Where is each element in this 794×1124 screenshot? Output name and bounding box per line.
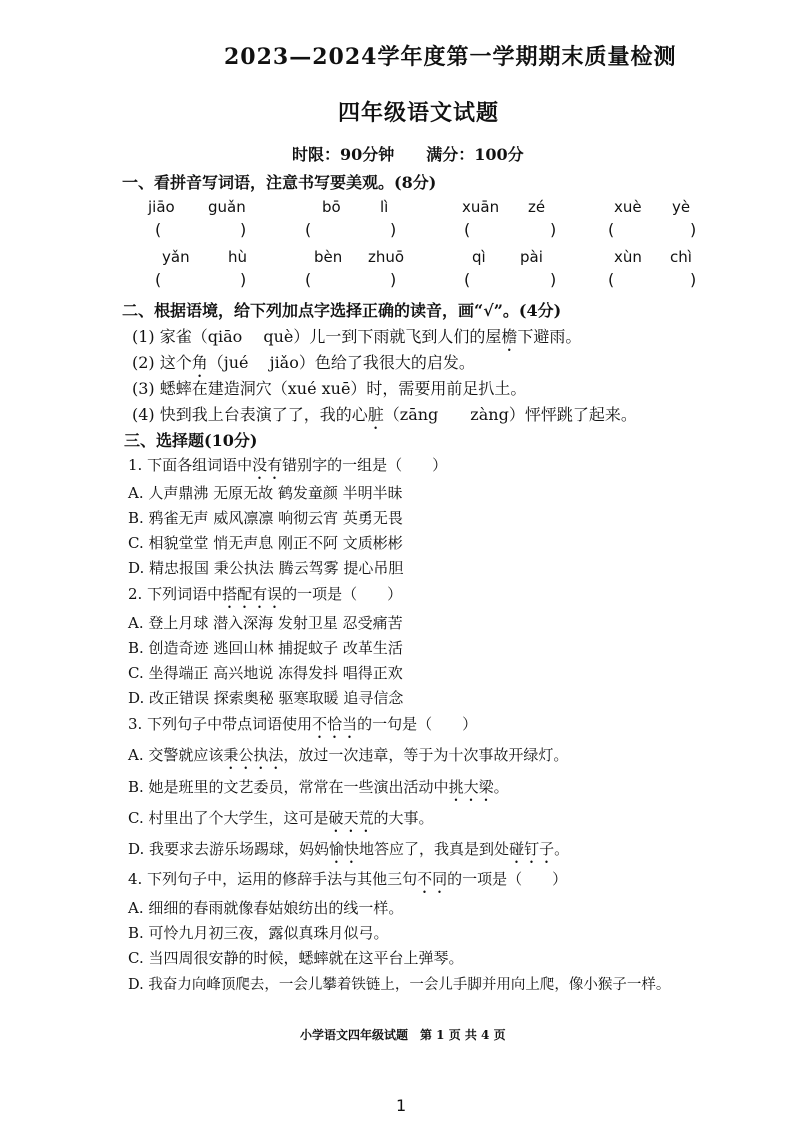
option-text: B. 她是班里的文艺委员，常常在一些演出活动中 [128,778,449,796]
pinyin: xùn [614,248,642,266]
dotted-word: 愉快 [329,840,360,858]
dotted-char: 角 [191,353,208,372]
sentence-text: （zāng zàng）怦怦跳了起来。 [383,405,637,424]
option-text: A. 交警就应该 [128,746,224,764]
pinyin: yǎn [162,248,190,266]
pinyin: pài [520,248,543,266]
dotted-word: 破天荒 [328,809,374,827]
pinyin: xuān [462,198,500,216]
bracket-open: ( [608,270,615,289]
question-text: 的一项是（ ） [282,585,403,603]
option-text: D. 我要求去游乐场踢球，妈妈 [128,840,330,858]
sentence-text: 下避雨。 [517,327,582,346]
bracket-open: ( [305,270,312,289]
option [128,776,509,805]
dotted-char: 脏 [367,405,384,424]
pinyin: xuè [614,198,642,216]
bracket-close: ) [390,270,397,289]
q2-sentence-3 [132,376,526,399]
q3-item-3 [128,713,477,742]
option: A. 人声鼎沸 无原无故 鹤发童颜 半明半昧 [128,484,403,502]
bracket-close: ) [550,220,557,239]
bracket-close: ) [240,220,247,239]
option: B. 鸦雀无声 威风凛凛 响彻云宵 英勇无畏 [128,509,403,527]
q3-item-1 [128,454,447,483]
question-text: 的一句是（ ） [357,715,478,733]
pinyin: qì [472,248,486,266]
question-text: 2. 下列词语中 [128,585,223,603]
dotted-word: 挑大梁 [448,778,494,796]
question-text: 4. 下列句子中，运用的修辞手法与其他三句 [128,870,418,888]
option: C. 坐得端正 高兴地说 冻得发抖 唱得正欢 [128,664,403,682]
exam-title: 2023—2024学年度第一学期期末质量检测 [224,44,677,70]
option [128,807,434,836]
option-text: 。 [554,840,570,858]
emphasis-text: 不恰当 [312,715,358,733]
option: D. 精忠报国 秉公执法 腾云驾雾 提心吊胆 [128,559,404,577]
pinyin: chì [670,248,692,266]
q3-item-2 [128,583,402,612]
bracket-open: ( [155,220,162,239]
option: D. 改正错误 探索奥秘 驱寒取暖 追寻信念 [128,689,404,707]
bracket-close: ) [550,270,557,289]
bracket-open: ( [155,270,162,289]
sentence-text: （jué jiǎo）色给了我很大的启发。 [207,353,475,372]
question-text: 错别字的一组是（ ） [282,456,448,474]
option: D. 我奋力向峰顶爬去，一会儿攀着铁链上，一会儿手脚并用向上爬，像小猴子一样。 [128,977,671,993]
pinyin: hù [228,248,248,266]
option: C. 当四周很安静的时候，蟋蟀就在这平台上弹琴。 [128,949,464,967]
bracket-close: ) [240,270,247,289]
option [128,838,569,867]
bracket-open: ( [608,220,615,239]
option: B. 可怜九月初三夜，露似真珠月似弓。 [128,924,389,942]
bracket-open: ( [464,270,471,289]
exam-info: 时限：90分钟 满分：100分 [292,145,524,164]
pinyin: lì [380,198,389,216]
bracket-close: ) [690,220,697,239]
pinyin: jiāo [148,198,175,216]
question-text: 1. 下面各组词语中 [128,456,253,474]
option-text: C. 村里出了个大学生，这可是 [128,809,329,827]
pinyin: bèn [314,248,343,266]
bracket-open: ( [305,220,312,239]
bracket-close: ) [690,270,697,289]
option-text: 的大事。 [373,809,434,827]
sentence-text: (1) 家雀（qiāo què）儿一到下雨就飞到人们的屋 [132,327,502,346]
page-number: 1 [396,1096,407,1115]
emphasis-text: 搭配有误 [222,585,283,603]
pinyin: bō [322,198,341,216]
option-text: 。 [493,778,509,796]
section-2-heading: 二、根据语境，给下列加点字选择正确的读音，画“√”。(4分) [122,301,562,320]
option-text: ，放过一次违章，等于为十次事故开绿灯。 [283,746,569,764]
pinyin: zé [528,198,546,216]
pinyin: zhuō [368,248,405,266]
page-footer: 小学语文四年级试题 第 1 页 共 4 页 [300,1028,506,1042]
emphasis-text: 没有 [252,456,283,474]
option: C. 相貌堂堂 悄无声息 刚正不阿 文质彬彬 [128,534,403,552]
option: B. 创造奇迹 逃回山林 捕捉蚊子 改革生活 [128,639,403,657]
option: A. 细细的春雨就像春姑娘纺出的线一样。 [128,899,404,917]
exam-subtitle: 四年级语文试题 [338,100,500,126]
sentence-text: (3) 蟋蟀在建造洞穴（xué xuē）时，需要用前足扒土。 [132,379,527,398]
question-text: 的一项是（ ） [447,870,568,888]
dotted-word: 秉公执法 [223,746,284,764]
option-text: 地答应了，我真是到处 [359,840,510,858]
pinyin: guǎn [208,198,246,216]
pinyin: yè [672,198,691,216]
section-3-heading: 三、选择题(10分) [124,431,258,450]
sentence-text: (4) 快到我上台表演了了，我的心 [132,405,368,424]
bracket-close: ) [390,220,397,239]
option: A. 登上月球 潜入深海 发射卫星 忍受痛苦 [128,614,403,632]
emphasis-text: 不同 [417,870,448,888]
section-1-heading: 一、看拼音写词语，注意书写要美观。(8分) [122,173,437,192]
bracket-open: ( [464,220,471,239]
question-text: 3. 下列句子中带点词语使用 [128,715,313,733]
q3-item-4 [128,868,567,897]
dotted-char: 檐 [501,327,518,346]
option [128,744,568,773]
sentence-text: (2) 这个 [132,353,192,372]
dotted-word: 碰钉子 [509,840,555,858]
